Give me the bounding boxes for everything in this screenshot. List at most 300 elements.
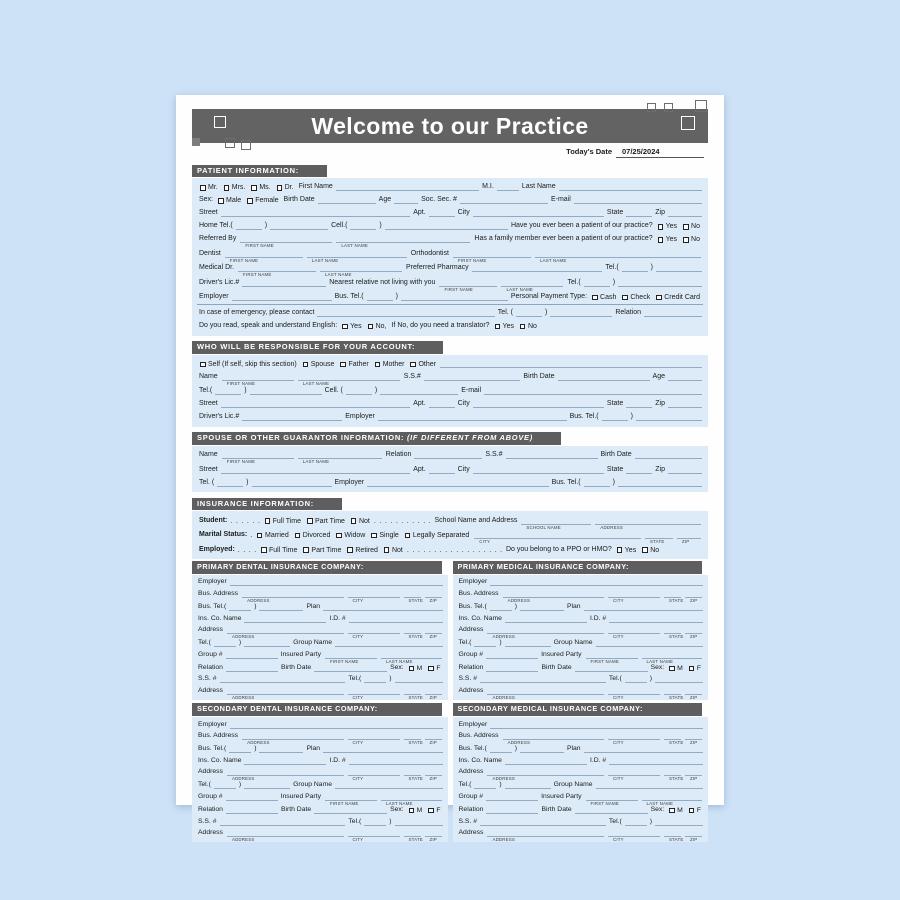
checkbox-f[interactable]: [689, 807, 701, 814]
form-row: [457, 720, 705, 729]
field-address[interactable]: ADDRESS: [487, 775, 604, 776]
field-line[interactable]: [317, 316, 494, 317]
checkbox-box[interactable]: [409, 666, 415, 672]
checkbox-box[interactable]: [683, 237, 689, 243]
checkbox-f[interactable]: [428, 807, 440, 814]
checkbox-mrs[interactable]: [224, 184, 246, 191]
checkbox-box[interactable]: [261, 547, 267, 553]
field-line[interactable]: [625, 825, 647, 826]
field-zip[interactable]: ZIP: [685, 597, 702, 598]
field-line[interactable]: [226, 658, 278, 659]
field-line[interactable]: [622, 271, 648, 272]
field-address[interactable]: ADDRESS: [227, 633, 344, 634]
checkbox-full-time[interactable]: [261, 547, 297, 554]
field-first-name[interactable]: FIRST NAME: [325, 658, 377, 659]
checkbox-box[interactable]: [658, 224, 664, 230]
checkbox-no[interactable]: [683, 236, 700, 243]
field-first-name[interactable]: FIRST NAME: [238, 271, 316, 272]
field-first-name[interactable]: FIRST NAME: [325, 800, 377, 801]
field-line[interactable]: [655, 825, 703, 826]
field-line[interactable]: [226, 800, 278, 801]
form-row: [197, 292, 703, 301]
field-line[interactable]: [506, 458, 598, 459]
field-line[interactable]: [215, 394, 241, 395]
checkbox-box[interactable]: [384, 547, 390, 553]
label-group-name: Group Name: [553, 781, 593, 789]
field-first-name[interactable]: FIRST NAME: [453, 257, 531, 258]
checkbox-dr[interactable]: [277, 184, 294, 191]
checkbox-widow[interactable]: [336, 532, 365, 539]
field-state[interactable]: STATE: [664, 775, 681, 776]
checkbox-box[interactable]: [669, 808, 675, 814]
field-line[interactable]: [385, 229, 508, 230]
field-line[interactable]: [575, 671, 648, 672]
label-birth-date: Birth Date: [280, 663, 312, 671]
field-line[interactable]: [558, 380, 650, 381]
field-first-name[interactable]: FIRST NAME: [222, 380, 294, 381]
field-line[interactable]: [259, 610, 303, 611]
checkbox-box[interactable]: [428, 808, 434, 814]
field-line[interactable]: [505, 764, 587, 765]
field-line[interactable]: [229, 610, 251, 611]
checkbox-box[interactable]: [683, 224, 689, 230]
field-line[interactable]: [474, 646, 496, 647]
field-line[interactable]: [378, 420, 567, 421]
field-state[interactable]: STATE: [404, 739, 421, 740]
field-city[interactable]: CITY: [348, 739, 400, 740]
field-first-name[interactable]: FIRST NAME: [439, 286, 497, 287]
label-plan: Plan: [306, 745, 321, 753]
checkbox-yes[interactable]: [658, 223, 677, 230]
field-city[interactable]: CITY: [608, 836, 660, 837]
field-line[interactable]: [473, 216, 604, 217]
field-state[interactable]: STATE: [404, 597, 421, 598]
field-first-name[interactable]: FIRST NAME: [586, 658, 638, 659]
todays-date-value[interactable]: 07/25/2024: [616, 147, 704, 158]
field-last-name[interactable]: LAST NAME: [307, 257, 407, 258]
field-city[interactable]: CITY: [608, 775, 660, 776]
field-line[interactable]: [440, 367, 702, 368]
checkbox-ms[interactable]: [251, 184, 270, 191]
field-line[interactable]: [424, 380, 521, 381]
field-line[interactable]: [252, 486, 332, 487]
field-line[interactable]: [380, 394, 458, 395]
field-line[interactable]: [644, 316, 702, 317]
field-line[interactable]: [244, 622, 326, 623]
field-line[interactable]: [505, 788, 551, 789]
field-line[interactable]: [626, 473, 652, 474]
field-line[interactable]: [314, 813, 387, 814]
checkbox-box[interactable]: [410, 362, 416, 368]
field-city[interactable]: CITY: [348, 775, 400, 776]
checkbox-box[interactable]: [251, 185, 257, 191]
field-zip[interactable]: ZIP: [425, 739, 442, 740]
field-line[interactable]: [584, 610, 703, 611]
checkbox-box[interactable]: [336, 533, 342, 539]
checkbox-not[interactable]: [384, 547, 403, 554]
checkbox-legally-separated[interactable]: [405, 532, 469, 539]
checkbox-box[interactable]: [689, 808, 695, 814]
field-line[interactable]: [270, 229, 328, 230]
section-header: [192, 703, 442, 716]
field-line[interactable]: [230, 728, 443, 729]
field-line[interactable]: [655, 682, 703, 683]
checkbox-check[interactable]: [622, 294, 650, 301]
checkbox-box[interactable]: [617, 547, 623, 553]
checkbox-box[interactable]: [375, 362, 381, 368]
field-line[interactable]: [490, 728, 703, 729]
field-line[interactable]: [350, 229, 376, 230]
checkbox-box[interactable]: [303, 547, 309, 553]
checkbox-yes[interactable]: [495, 323, 514, 330]
field-address[interactable]: ADDRESS: [242, 597, 343, 598]
field-line[interactable]: [602, 420, 628, 421]
field-first-name[interactable]: FIRST NAME: [225, 257, 303, 258]
checkbox-m[interactable]: [669, 807, 683, 814]
field-line[interactable]: [574, 203, 702, 204]
field-state[interactable]: STATE: [404, 633, 421, 634]
checkbox-yes[interactable]: [617, 547, 636, 554]
field-line[interactable]: [635, 458, 702, 459]
field-line[interactable]: [323, 752, 442, 753]
checkbox-m[interactable]: [409, 665, 423, 672]
field-zip[interactable]: ZIP: [685, 633, 702, 634]
field-line[interactable]: [609, 622, 703, 623]
field-line[interactable]: [625, 682, 647, 683]
checkbox-yes[interactable]: [342, 323, 361, 330]
field-address[interactable]: ADDRESS: [503, 597, 604, 598]
checkbox-female[interactable]: [247, 197, 278, 204]
checkbox-box[interactable]: [495, 324, 501, 330]
field-line[interactable]: [505, 622, 587, 623]
field-city[interactable]: CITY: [608, 739, 660, 740]
field-line[interactable]: [221, 473, 411, 474]
field-line[interactable]: [323, 610, 442, 611]
field-line[interactable]: [484, 394, 702, 395]
field-zip[interactable]: ZIP: [425, 597, 442, 598]
field-line[interactable]: [668, 380, 702, 381]
field-line[interactable]: [250, 394, 322, 395]
field-address[interactable]: ADDRESS: [487, 694, 604, 695]
label-state: State: [606, 465, 624, 473]
field-line[interactable]: [230, 585, 443, 586]
field-line[interactable]: [429, 407, 455, 408]
field-state[interactable]: STATE: [664, 597, 681, 598]
checkbox-father[interactable]: [340, 361, 368, 368]
checkbox-other[interactable]: [410, 361, 436, 368]
checkbox-retired[interactable]: [347, 547, 378, 554]
field-line[interactable]: [490, 585, 703, 586]
checkbox-box[interactable]: [303, 362, 309, 368]
field-zip[interactable]: ZIP: [677, 538, 701, 539]
field-line[interactable]: [584, 486, 610, 487]
checkbox-cash[interactable]: [592, 294, 616, 301]
checkbox-box[interactable]: [428, 666, 434, 672]
field-line[interactable]: [520, 752, 564, 753]
field-line[interactable]: [364, 825, 386, 826]
checkbox-not[interactable]: [351, 518, 370, 525]
field-zip[interactable]: ZIP: [425, 836, 442, 837]
field-last-name[interactable]: LAST NAME: [320, 271, 402, 272]
field-line[interactable]: [516, 316, 542, 317]
checkbox-label: No: [691, 236, 700, 244]
checkbox-mother[interactable]: [375, 361, 405, 368]
field-line[interactable]: [497, 190, 519, 191]
checkbox-no[interactable]: [520, 323, 537, 330]
field-line[interactable]: [244, 646, 290, 647]
field-line[interactable]: [480, 825, 606, 826]
checkbox-m[interactable]: [669, 665, 683, 672]
checkbox-no[interactable]: [368, 323, 387, 330]
field-line[interactable]: [668, 216, 702, 217]
field-line[interactable]: [486, 658, 538, 659]
field-zip[interactable]: ZIP: [685, 694, 702, 695]
checkbox-single[interactable]: [371, 532, 398, 539]
checkbox-box[interactable]: [342, 324, 348, 330]
checkbox-spouse[interactable]: [303, 361, 335, 368]
field-line[interactable]: [486, 813, 538, 814]
field-line[interactable]: [314, 671, 387, 672]
section-patient-information: [192, 159, 708, 336]
field-city[interactable]: CITY: [348, 597, 400, 598]
field-city[interactable]: CITY: [348, 694, 400, 695]
field-line[interactable]: [559, 190, 702, 191]
field-line[interactable]: [414, 458, 482, 459]
field-line[interactable]: [226, 671, 278, 672]
field-zip[interactable]: ZIP: [685, 739, 702, 740]
checkbox-part-time[interactable]: [307, 518, 345, 525]
field-last-name[interactable]: LAST NAME: [298, 458, 382, 459]
field-address[interactable]: ADDRESS: [595, 524, 701, 525]
field-address[interactable]: ADDRESS: [487, 836, 604, 837]
label-x: ): [254, 603, 257, 611]
checkbox-no[interactable]: [642, 547, 659, 554]
field-line[interactable]: [349, 622, 443, 623]
field-line[interactable]: [259, 752, 303, 753]
field-last-name[interactable]: LAST NAME: [381, 658, 442, 659]
field-line[interactable]: [395, 682, 443, 683]
field-first-name[interactable]: FIRST NAME: [240, 242, 332, 243]
checkbox-box[interactable]: [218, 198, 224, 204]
checkbox-mr[interactable]: [200, 184, 218, 191]
field-address[interactable]: ADDRESS: [227, 836, 344, 837]
field-state[interactable]: STATE: [664, 694, 681, 695]
field-line[interactable]: [226, 813, 278, 814]
checkbox-box[interactable]: [520, 324, 526, 330]
checkbox-box[interactable]: [265, 518, 271, 524]
checkbox-box[interactable]: [371, 533, 377, 539]
field-line[interactable]: [460, 203, 548, 204]
field-line[interactable]: [626, 407, 652, 408]
field-line[interactable]: [609, 764, 703, 765]
field-line[interactable]: [626, 216, 652, 217]
field-line[interactable]: [618, 286, 702, 287]
checkbox-box[interactable]: [642, 547, 648, 553]
field-line[interactable]: [472, 271, 603, 272]
checkbox-box[interactable]: [368, 324, 374, 330]
checkbox-box[interactable]: [669, 666, 675, 672]
checkbox-no[interactable]: [683, 223, 700, 230]
field-line[interactable]: [636, 420, 702, 421]
field-zip[interactable]: ZIP: [425, 633, 442, 634]
field-city[interactable]: CITY: [348, 836, 400, 837]
field-line[interactable]: [429, 473, 455, 474]
field-line[interactable]: [364, 682, 386, 683]
field-line[interactable]: [335, 788, 442, 789]
field-state[interactable]: STATE: [404, 694, 421, 695]
field-line[interactable]: [486, 671, 538, 672]
field-state[interactable]: STATE: [664, 739, 681, 740]
label-x: ): [499, 781, 502, 789]
field-last-name[interactable]: LAST NAME: [535, 257, 701, 258]
checkbox-self-if-self-skip-this-section[interactable]: [200, 361, 297, 368]
field-address[interactable]: ADDRESS: [227, 775, 344, 776]
field-line[interactable]: [429, 216, 455, 217]
checkbox-f[interactable]: [689, 665, 701, 672]
field-line[interactable]: [474, 538, 641, 539]
field-address[interactable]: ADDRESS: [227, 694, 344, 695]
field-line[interactable]: [401, 300, 508, 301]
field-last-name[interactable]: LAST NAME: [336, 242, 470, 243]
field-address[interactable]: ADDRESS: [487, 633, 604, 634]
field-last-name[interactable]: LAST NAME: [642, 800, 703, 801]
checkbox-divorced[interactable]: [295, 532, 331, 539]
field-address[interactable]: ADDRESS: [503, 739, 604, 740]
field-line[interactable]: [244, 764, 326, 765]
checkbox-box[interactable]: [409, 808, 415, 814]
field-line[interactable]: [242, 286, 326, 287]
field-last-name[interactable]: LAST NAME: [298, 380, 400, 381]
field-city[interactable]: CITY: [608, 597, 660, 598]
field-city[interactable]: CITY: [608, 694, 660, 695]
field-line[interactable]: [394, 203, 418, 204]
field-first-name[interactable]: FIRST NAME: [222, 458, 294, 459]
checkbox-box[interactable]: [224, 185, 230, 191]
field-line[interactable]: [229, 752, 251, 753]
field-line[interactable]: [480, 682, 606, 683]
checkbox-box[interactable]: [592, 295, 598, 301]
checkbox-box[interactable]: [622, 295, 628, 301]
checkbox-box[interactable]: [340, 362, 346, 368]
field-line[interactable]: [367, 486, 549, 487]
form-row: [457, 828, 705, 843]
checkbox-m[interactable]: [409, 807, 423, 814]
field-line[interactable]: [367, 300, 393, 301]
field-zip[interactable]: ZIP: [685, 775, 702, 776]
field-line[interactable]: [236, 229, 262, 230]
field-line[interactable]: [473, 407, 604, 408]
field-line[interactable]: [220, 825, 346, 826]
decor-square: [695, 100, 707, 112]
field-line[interactable]: [395, 825, 443, 826]
field-line[interactable]: [486, 800, 538, 801]
checkbox-box[interactable]: [351, 518, 357, 524]
field-line[interactable]: [668, 473, 702, 474]
checkbox-credit-card[interactable]: [656, 294, 700, 301]
field-line[interactable]: [346, 394, 372, 395]
field-state[interactable]: STATE: [404, 836, 421, 837]
field-line[interactable]: [214, 646, 236, 647]
checkbox-part-time[interactable]: [303, 547, 341, 554]
field-school-name[interactable]: SCHOOL NAME: [521, 524, 591, 525]
field-line[interactable]: [335, 646, 442, 647]
field-state[interactable]: STATE: [645, 538, 673, 539]
checkbox-box[interactable]: [247, 198, 253, 204]
field-line[interactable]: [244, 788, 290, 789]
field-line[interactable]: [318, 203, 376, 204]
field-line[interactable]: [584, 752, 703, 753]
field-line[interactable]: [221, 407, 411, 408]
field-zip[interactable]: ZIP: [425, 694, 442, 695]
label-relation: Relation: [615, 309, 641, 317]
checkbox-box[interactable]: [347, 547, 353, 553]
checkbox-box[interactable]: [257, 533, 263, 539]
field-line[interactable]: [242, 420, 342, 421]
field-line[interactable]: [668, 407, 702, 408]
field-line[interactable]: [473, 473, 604, 474]
checkbox-full-time[interactable]: [265, 518, 301, 525]
checkbox-male[interactable]: [218, 197, 241, 204]
field-line[interactable]: [584, 286, 610, 287]
field-city[interactable]: CITY: [608, 633, 660, 634]
field-city[interactable]: CITY: [474, 538, 641, 539]
checkbox-box[interactable]: [405, 533, 411, 539]
field-line[interactable]: [490, 752, 512, 753]
field-state[interactable]: STATE: [404, 775, 421, 776]
field-line[interactable]: [656, 271, 702, 272]
field-state[interactable]: STATE: [664, 633, 681, 634]
field-line[interactable]: [618, 486, 702, 487]
field-line[interactable]: [520, 610, 564, 611]
checkbox-box[interactable]: [277, 185, 283, 191]
checkbox-box[interactable]: [689, 666, 695, 672]
field-line[interactable]: [596, 788, 703, 789]
field-line[interactable]: [221, 216, 411, 217]
field-city[interactable]: CITY: [348, 633, 400, 634]
field-line[interactable]: [217, 486, 243, 487]
checkbox-box[interactable]: [200, 362, 206, 368]
field-line[interactable]: [214, 788, 236, 789]
field-address[interactable]: ADDRESS: [242, 739, 343, 740]
label-x: ): [379, 222, 382, 230]
field-last-name[interactable]: LAST NAME: [501, 286, 563, 287]
field-last-name[interactable]: LAST NAME: [381, 800, 442, 801]
checkbox-box[interactable]: [656, 295, 662, 301]
checkbox-f[interactable]: [428, 665, 440, 672]
field-state[interactable]: STATE: [664, 836, 681, 837]
field-last-name[interactable]: LAST NAME: [642, 658, 703, 659]
field-line[interactable]: [550, 316, 612, 317]
field-line[interactable]: [220, 682, 346, 683]
field-line[interactable]: [575, 813, 648, 814]
field-line[interactable]: [232, 300, 332, 301]
checkbox-box[interactable]: [200, 185, 206, 191]
field-zip[interactable]: ZIP: [685, 836, 702, 837]
field-first-name[interactable]: FIRST NAME: [586, 800, 638, 801]
field-line[interactable]: [349, 764, 443, 765]
field-line[interactable]: [505, 646, 551, 647]
checkbox-yes[interactable]: [658, 236, 677, 243]
field-line[interactable]: [474, 788, 496, 789]
checkbox-box[interactable]: [295, 533, 301, 539]
field-line[interactable]: [596, 646, 703, 647]
checkbox-box[interactable]: [307, 518, 313, 524]
field-zip[interactable]: ZIP: [425, 775, 442, 776]
checkbox-box[interactable]: [658, 237, 664, 243]
field-line[interactable]: [336, 190, 479, 191]
field-line[interactable]: [490, 610, 512, 611]
checkbox-married[interactable]: [257, 532, 289, 539]
